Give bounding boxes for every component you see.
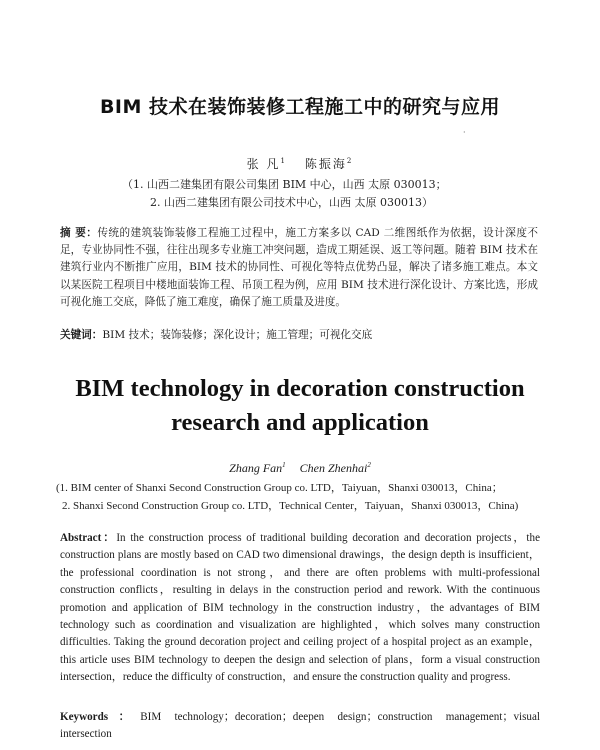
english-keywords-label: Keywords： [60, 711, 141, 723]
english-author-1: Zhang Fan [229, 461, 283, 475]
english-title [0, 372, 600, 440]
chinese-keywords [60, 327, 538, 344]
chinese-author-1-sup: 1 [280, 157, 287, 165]
chinese-abstract [60, 225, 538, 311]
english-abstract-label: Abstract： [60, 532, 117, 544]
chinese-author-2-sup: 2 [346, 157, 354, 165]
chinese-title: BIM 技术在装饰装修工程施工中的研究与应用 [99, 96, 501, 118]
english-authors [0, 461, 600, 476]
english-title-line-1: BIM technology in decoration construction [75, 375, 525, 402]
english-abstract-text: In the construction process of traditional building decoration and decoration projects，the construction plans are mostly based on CAD two dimensional drawings，the design depth is insufficient，the professional coordination is not strong，and there are often problems with multi-professional construction conflicts，resulting in delays in the construction period and rework. With the continuous promotion and application of BIM technology in the construction industry，the advantages of BIM technology such as coordination and visualization are highlighted，which solves many construction difficulties. Taking the ground decoration project and ceiling project of a hospital project as an example，this article uses BIM technology to deepen the design and selection of plans，form a visual construction intersection，reduce the difficulty of construction，and ensure the construction quality and progress. [60, 532, 540, 684]
chinese-keywords-label: 关键词： [60, 329, 103, 341]
chinese-abstract-text: 传统的建筑装饰装修工程施工过程中，施工方案多以 CAD 二维图纸作为依据，设计深度不足，专业协同性不强，往往出现多专业施工冲突问题，造成工期延误、返工等问题。随着 BIM 技术在建筑行业内不断推广应用，BIM 技术的协同性、可视化等特点优势凸显，解决了诸多施工难点。本文以某医院工程项目中楼地面装饰工程、吊顶工程为例，应用 BIM 技术进行深化设计、方案比选，形成可视化施工交底，降低了施工难度，确保了施工质量及进度。 [60, 227, 538, 308]
chinese-author-1: 张 凡 [246, 157, 281, 171]
speck-mark: · [463, 128, 466, 137]
english-keywords [60, 709, 540, 744]
english-abstract [60, 530, 540, 687]
english-author-2: Chen Zhenhai [299, 461, 368, 475]
english-author-1-sup: 1 [282, 461, 286, 469]
english-affiliation-1: (1. BIM center of Shanxi Second Construction Group co. LTD，Taiyuan，Shanxi 030013，China； [56, 482, 503, 494]
english-keywords-text: BIM technology；decoration；deepen design；construction management；visual intersection [60, 711, 540, 741]
chinese-authors [0, 155, 600, 172]
chinese-author-2: 陈振海 [304, 157, 347, 171]
chinese-keywords-text: BIM 技术；装饰装修；深化设计；施工管理；可视化交底 [102, 329, 373, 341]
english-author-2-sup: 2 [367, 461, 371, 469]
chinese-affiliation-2: 2. 山西二建集团有限公司技术中心，山西 太原 030013） [150, 196, 433, 209]
chinese-abstract-label: 摘 要： [60, 227, 98, 239]
chinese-affiliation-1: （1. 山西二建集团有限公司集团 BIM 中心，山西 太原 030013； [122, 178, 447, 191]
english-title-line-2: research and application [171, 409, 429, 436]
english-affiliation-2: 2. Shanxi Second Construction Group co. LTD，Technical Center，Taiyuan，Shanxi 030013，China) [62, 500, 519, 512]
